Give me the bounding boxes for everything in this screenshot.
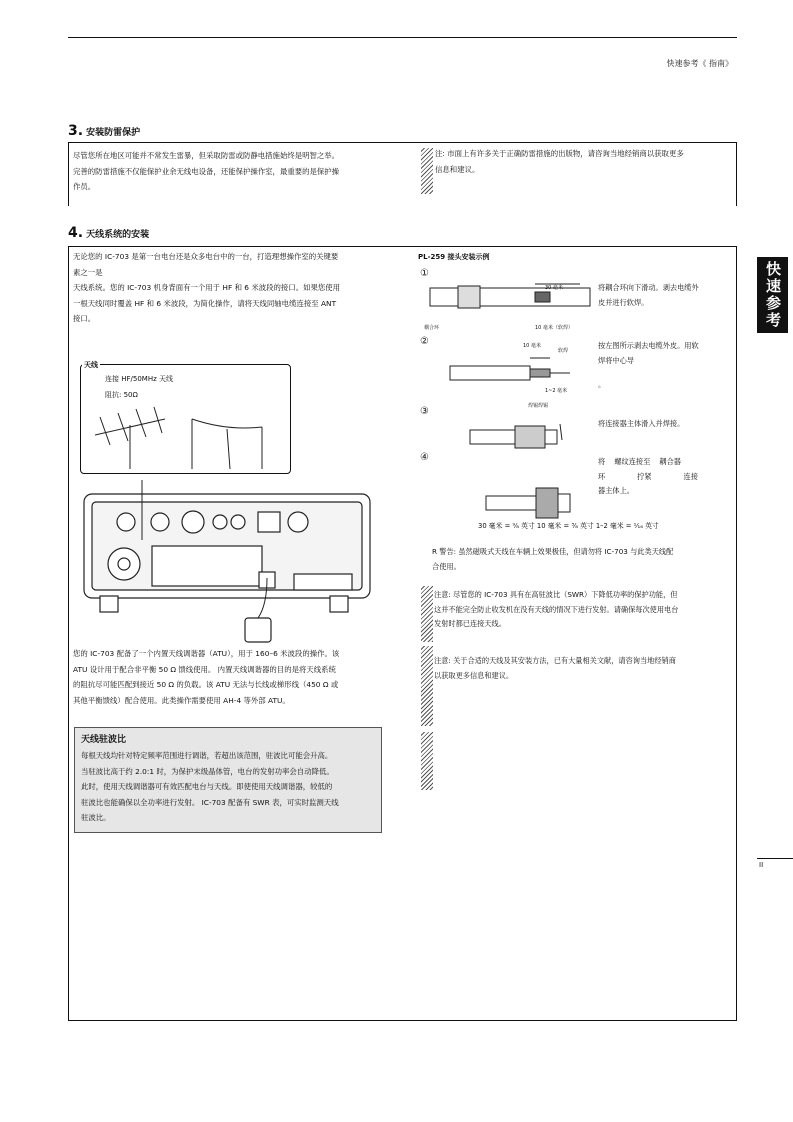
step2-label-1-2mm: 1~2 毫米 bbox=[545, 388, 568, 394]
note-text bbox=[434, 654, 734, 683]
text-line: 您的 IC-703 配备了一个内置天线调谐器（ATU），用于 160–6 米波段的操作。该 bbox=[73, 649, 340, 658]
top-rule bbox=[68, 37, 737, 38]
text-line: 将 螺纹连接至 耦合器 bbox=[598, 457, 681, 466]
note-hatch-bar-2 bbox=[421, 646, 433, 726]
step3-number: ③ bbox=[420, 406, 429, 417]
section4-bottom-rule bbox=[68, 1020, 737, 1021]
step1-text bbox=[598, 281, 699, 310]
step1-label-ring: 耦合环 bbox=[424, 325, 440, 331]
section4-left-border bbox=[68, 246, 69, 1021]
section4-right-border bbox=[736, 246, 737, 1021]
text-line: 。 bbox=[598, 380, 606, 389]
section4-top-rule bbox=[68, 246, 737, 247]
section3-right-border bbox=[736, 142, 737, 206]
section3-top-rule bbox=[68, 142, 737, 143]
antenna-box-title: 天线 bbox=[84, 361, 98, 369]
text-line: 驻波比也能确保以全功率进行发射。 IC-703 配备有 SWR 表，可实时监测天线 bbox=[81, 797, 339, 807]
step4-illustration bbox=[480, 484, 580, 520]
caution-text bbox=[434, 588, 734, 632]
section4-intro bbox=[73, 249, 413, 327]
text-line: 天线系统。您的 IC-703 机身背面有一个用于 HF 和 6 米波段的接口。如果您使用 bbox=[73, 283, 341, 292]
step4-text bbox=[598, 455, 698, 499]
text-line: 皮并进行软焊。 bbox=[598, 297, 649, 307]
page-number-rule bbox=[757, 858, 793, 859]
step4-number: ④ bbox=[420, 452, 429, 463]
text-line: 注: 市面上有许多关于正确防雷措施的出版物，请咨询当地经销商以获取更多 bbox=[435, 149, 684, 158]
text-line: 完善的防雷措施不仅能保护业余无线电设备，还能保护操作室，最重要的是保护操 bbox=[73, 166, 340, 176]
side-tab: 快速参考 bbox=[757, 257, 788, 333]
note-hatch-bar-3 bbox=[421, 732, 433, 790]
text-line: 当驻波比高于约 2.0:1 时，为保护末级晶体管，电台的发射功率会自动降低。 bbox=[81, 766, 334, 776]
section3-title: 安装防雷保护 bbox=[86, 128, 141, 138]
unit-conversion: 30 毫米 = ⁹⁄₈ 英寸 10 毫米 = ³⁄₈ 英寸 1–2 毫米 = ¹⁄₁₆ 英寸 bbox=[478, 522, 659, 530]
text-line: R 警告: 虽然磁吸式天线在车辆上效果极佳，但请勿将 IC-703 与此类天线配 bbox=[432, 547, 674, 556]
text-line: 以获取更多信息和建议。 bbox=[434, 670, 514, 680]
section3-number: 3. bbox=[68, 123, 84, 139]
text-line: 这并不能完全防止收发机在没有天线的情况下进行发射。请确保每次使用电台 bbox=[434, 604, 679, 614]
text-line: 驻波比。 bbox=[81, 813, 111, 822]
text-line: 按左图所示剥去电缆外皮。用软 bbox=[598, 341, 699, 350]
step1-number: ① bbox=[420, 268, 429, 279]
antenna-illustrations bbox=[80, 405, 290, 471]
caution-hatch-bar bbox=[421, 586, 433, 642]
text-line: 每根天线均针对特定频率范围进行调谐，若超出该范围，驻波比可能会升高。 bbox=[81, 751, 333, 760]
text-line: 合使用。 bbox=[432, 561, 461, 571]
text-line: 注意: 关于合适的天线及其安装方法，已有大量相关文献，请咨询当地经销商 bbox=[434, 656, 676, 665]
page-header-title: 快速参考《 指南》 bbox=[666, 59, 733, 68]
text-line: 素之一是 bbox=[73, 267, 103, 277]
section4-number: 4. bbox=[68, 225, 84, 241]
text-line: 此时，使用天线调谐器可有效匹配电台与天线。即使使用天线调谐器，较低的 bbox=[81, 782, 333, 791]
page-number: II bbox=[759, 861, 764, 869]
text-line: 作员。 bbox=[73, 182, 96, 191]
section3-note bbox=[435, 146, 735, 177]
pl259-title: PL-259 接头安装示例 bbox=[418, 253, 490, 261]
step1-label-30mm: 30 毫米 bbox=[545, 285, 563, 291]
text-line: 焊将中心导 bbox=[598, 355, 634, 365]
atu-paragraph bbox=[73, 646, 393, 708]
step2-label-solder2: 焊锡焊锡 bbox=[528, 403, 549, 409]
antenna-impedance-label: 阻抗: 50Ω bbox=[105, 391, 138, 399]
step2-label-solder: 软焊 bbox=[558, 348, 569, 354]
section3-body bbox=[73, 148, 413, 195]
step2-label-10mm: 10 毫米 bbox=[523, 343, 541, 349]
text-line: 将连接器主体滑入并焊接。 bbox=[598, 419, 685, 428]
section4-heading bbox=[68, 225, 149, 241]
step3-illustration bbox=[460, 420, 580, 456]
text-line: 接口。 bbox=[73, 314, 96, 323]
antenna-connect-label: 连接 HF/50MHz 天线 bbox=[105, 375, 173, 383]
text-line: 无论您的 IC-703 是第一台电台还是众多电台中的一台，打造理想操作室的关键要 bbox=[73, 252, 339, 261]
swr-box-title: 天线驻波比 bbox=[81, 735, 127, 745]
text-line: 信息和建议。 bbox=[435, 164, 480, 174]
text-line: ATU 设计用于配合非平衡 50 Ω 馈线使用。 内置天线调谐器的目的是将天线系统 bbox=[73, 664, 336, 674]
warning-text bbox=[432, 545, 732, 574]
text-line: 发射时都已连接天线。 bbox=[434, 619, 506, 628]
text-line: 将耦合环向下滑动。剥去电缆外 bbox=[598, 283, 699, 292]
note-hatch-bar bbox=[421, 148, 433, 194]
text-line: 注意: 尽管您的 IC-703 具有在高驻波比（SWR）下降低功率的保护功能，但 bbox=[434, 590, 678, 599]
section4-title: 天线系统的安装 bbox=[86, 230, 150, 240]
step2-number: ② bbox=[420, 336, 429, 347]
step3-text bbox=[598, 417, 684, 432]
section3-left-border bbox=[68, 142, 69, 206]
swr-info-box bbox=[74, 727, 382, 833]
text-line: 环 拧紧 连接 bbox=[598, 471, 698, 481]
step2-text bbox=[598, 339, 699, 393]
text-line: 器主体上。 bbox=[598, 486, 634, 495]
step1-illustration bbox=[420, 280, 600, 330]
text-line: 尽管您所在地区可能并不常发生雷暴，但采取防雷或防静电措施始终是明智之举。 bbox=[73, 151, 340, 160]
section3-heading bbox=[68, 123, 140, 139]
text-line: 其他平衡馈线）配合使用。此类操作需要使用 AH-4 等外部 ATU。 bbox=[73, 695, 290, 705]
text-line: 的阻抗尽可能匹配到接近 50 Ω 的负载。该 ATU 无法与长线或梯形线（450 Ω 或 bbox=[73, 680, 339, 689]
transceiver-rear-panel bbox=[80, 480, 380, 645]
step1-label-10mm: 10 毫米（软焊） bbox=[535, 325, 573, 331]
text-line: 一根天线同时覆盖 HF 和 6 米波段，为简化操作，请将天线同轴电缆连接至 ANT bbox=[73, 298, 337, 308]
